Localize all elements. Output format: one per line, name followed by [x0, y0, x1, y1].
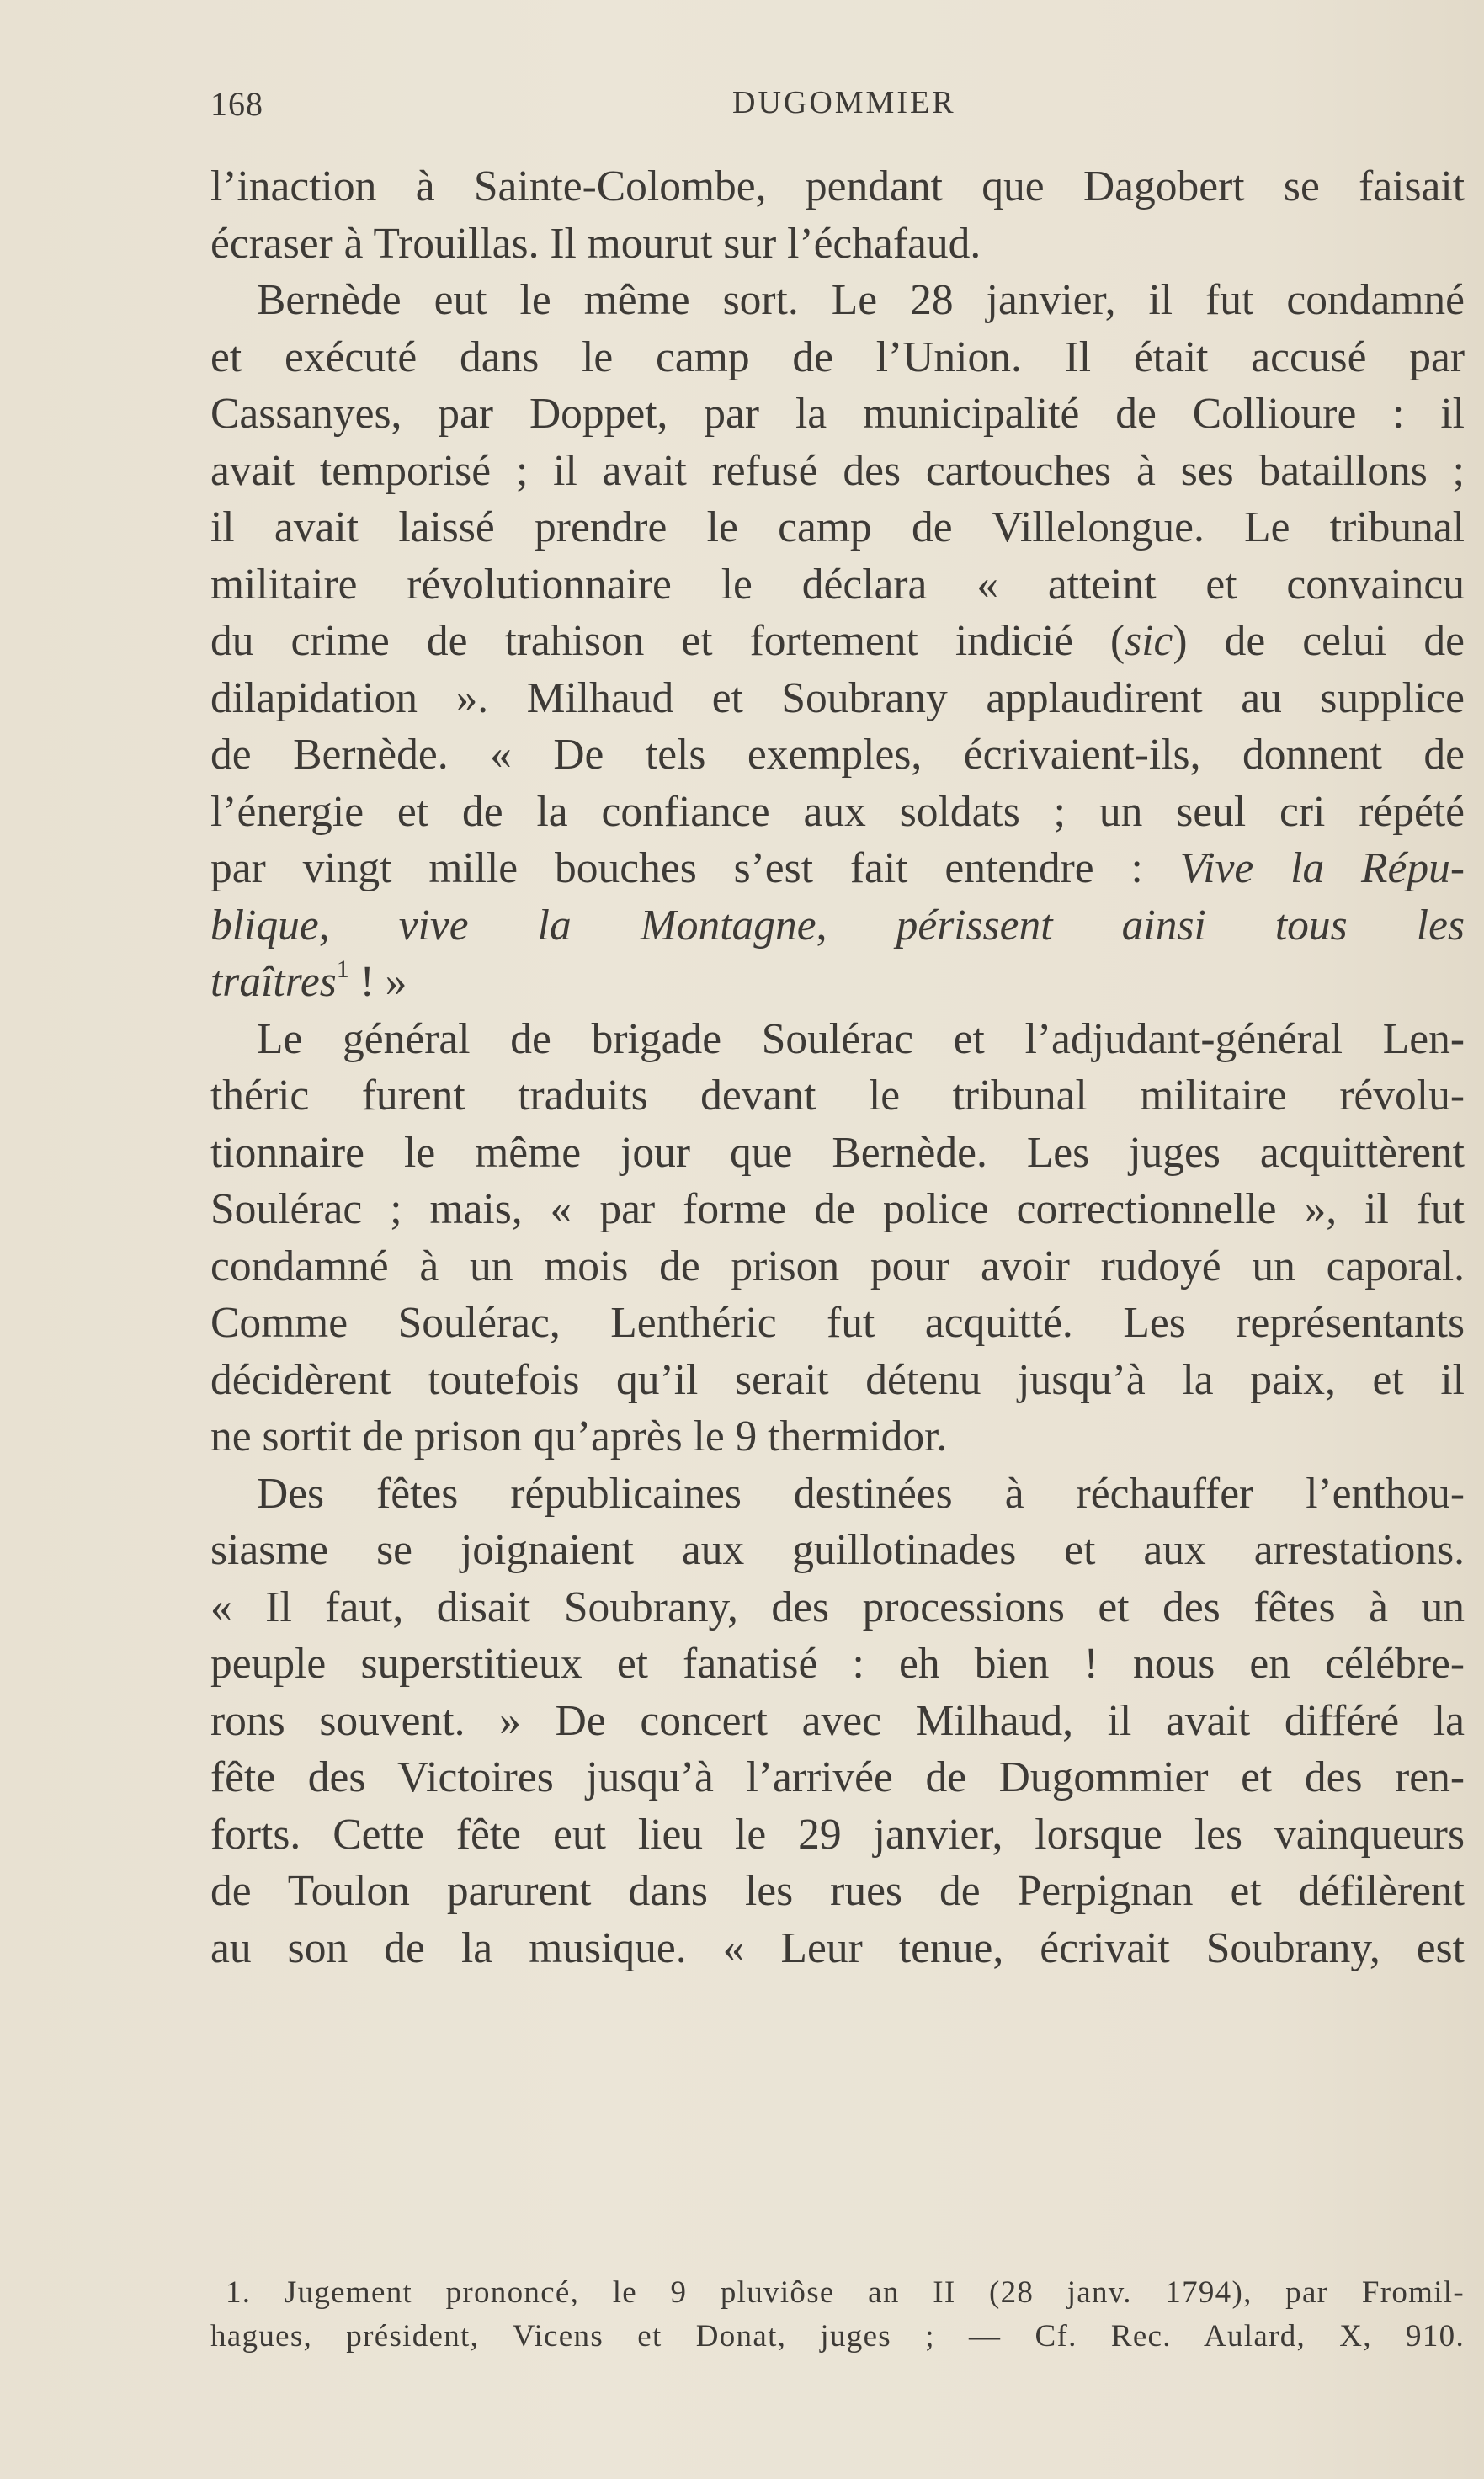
- text-line: au son de la musique. « Leur tenue, écrivait Soubrany, est: [210, 1923, 1465, 1972]
- text-line: dilapidation ». Milhaud et Soubrany applaudirent au supplice: [210, 673, 1465, 722]
- text-line: décidèrent toutefois qu’il serait détenu jusqu’à la paix, et il: [210, 1355, 1465, 1404]
- text-line: et exécuté dans le camp de l’Union. Il était accusé par: [210, 332, 1465, 381]
- text-line: siasme se joignaient aux guillotinades et aux arrestations.: [210, 1526, 1465, 1574]
- text-line: Soulérac ; mais, « par forme de police correctionnelle », il fut: [210, 1185, 1465, 1233]
- text-line: l’énergie et de la confiance aux soldats ; un seul cri répété: [210, 787, 1465, 836]
- text-line: rons souvent. » De concert avec Milhaud, il avait différé la: [210, 1696, 1465, 1745]
- text-line: condamné à un mois de prison pour avoir rudoyé un caporal.: [210, 1242, 1465, 1290]
- text-line-with-italic: par vingt mille bouches s’est fait entendre : Vive la Répu-: [210, 844, 1465, 892]
- text-line: de Bernède. « De tels exemples, écrivaient-ils, donnent de: [210, 731, 1465, 779]
- text-line: théric furent traduits devant le tribunal militaire révolu-: [210, 1072, 1465, 1120]
- text-line-with-footnote-ref: traîtres$^1$ ! »: [210, 955, 407, 1006]
- running-head: [210, 84, 1456, 135]
- text-line: il avait laissé prendre le camp de Villelongue. Le tribunal: [210, 503, 1465, 551]
- text-line: peuple superstitieux et fanatisé : eh bien ! nous en célébre-: [210, 1640, 1465, 1688]
- text-line: Le général de brigade Soulérac et l’adjudant-général Len-: [257, 1014, 1465, 1063]
- text-line: « Il faut, disait Soubrany, des processions et des fêtes à un: [210, 1583, 1465, 1631]
- text-line: écraser à Trouillas. Il mourut sur l’échafaud.: [210, 219, 981, 268]
- footnote-line: 1. Jugement prononcé, le 9 pluviôse an II (28 janv. 1794), par Fromil-: [226, 2275, 1465, 2310]
- text-line: ne sortit de prison qu’après le 9 thermidor.: [210, 1412, 948, 1460]
- text-line: forts. Cette fête eut lieu le 29 janvier, lorsque les vainqueurs: [210, 1810, 1465, 1859]
- text-line: avait temporisé ; il avait refusé des cartouches à ses bataillons ;: [210, 446, 1465, 495]
- running-title: DUGOMMIER: [732, 85, 956, 120]
- text-line: Bernède eut le même sort. Le 28 janvier, il fut condamné: [257, 276, 1465, 324]
- footnote-line: hagues, président, Vicens et Donat, juges ; — Cf. Rec. Aulard, X, 910.: [210, 2319, 1465, 2354]
- text-line: tionnaire le même jour que Bernède. Les juges acquittèrent: [210, 1128, 1465, 1177]
- text-line: Des fêtes républicaines destinées à réchauffer l’enthou-: [257, 1469, 1465, 1518]
- body-text: [210, 158, 1465, 1976]
- page-number: 168: [210, 85, 263, 123]
- text-line-with-italic: du crime de trahison et fortement indicié (sic) de celui de: [210, 617, 1465, 665]
- text-line: fête des Victoires jusqu’à l’arrivée de Dugommier et des ren-: [210, 1753, 1465, 1801]
- text-line: militaire révolutionnaire le déclara « atteint et convaincu: [210, 560, 1465, 609]
- text-line: l’inaction à Sainte-Colombe, pendant que Dagobert se faisait: [210, 162, 1465, 210]
- text-line: Cassanyes, par Doppet, par la municipalité de Collioure : il: [210, 390, 1465, 438]
- text-line-italic: blique, vive la Montagne, périssent ainsi tous les: [210, 901, 1465, 950]
- text-line: de Toulon parurent dans les rues de Perpignan et défilèrent: [210, 1867, 1465, 1915]
- footnotes: [210, 2271, 1465, 2359]
- text-line: Comme Soulérac, Lenthéric fut acquitté. Les représentants: [210, 1299, 1465, 1347]
